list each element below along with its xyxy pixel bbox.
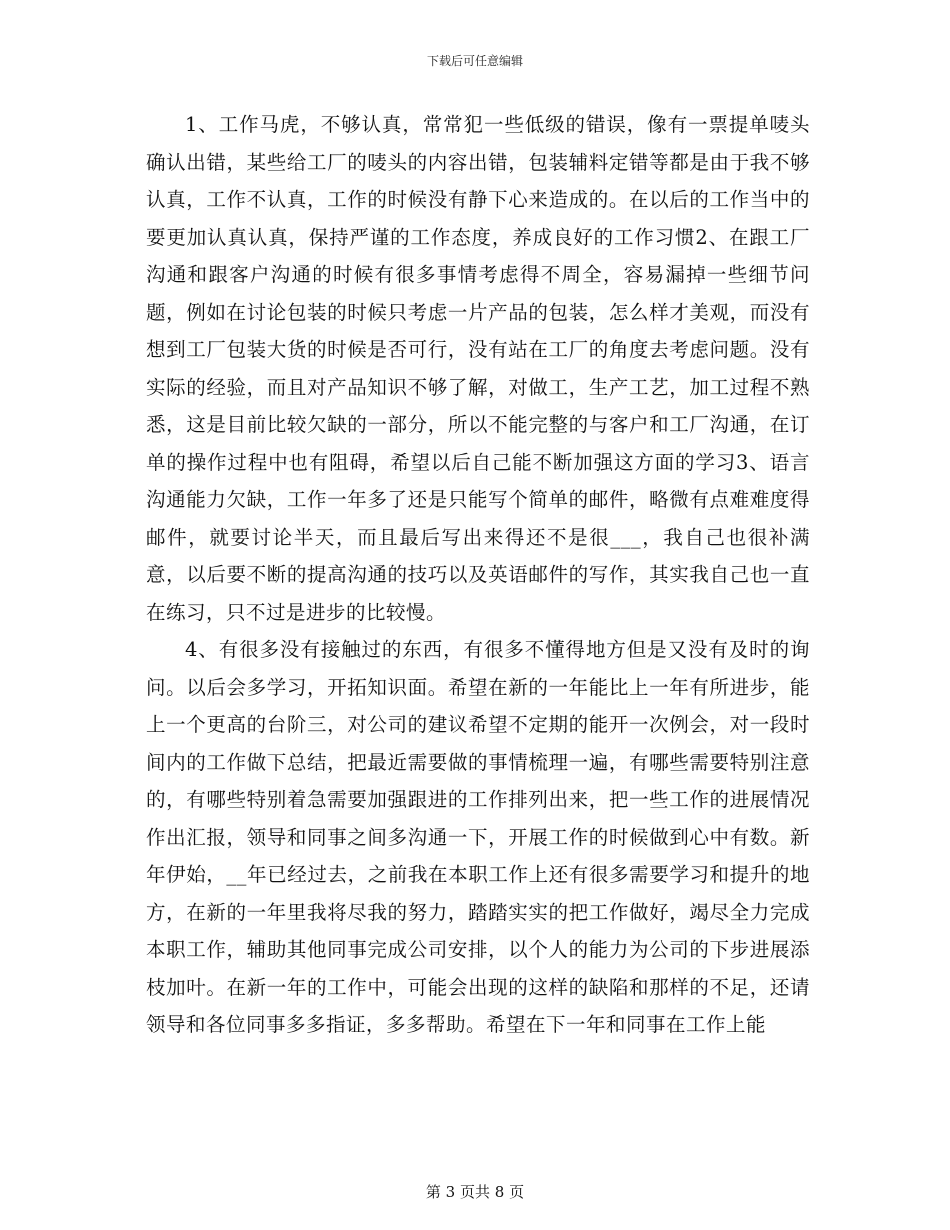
paragraph: 1、工作马虎，不够认真，常常犯一些低级的错误，像有一票提单唛头确认出错，某些给工厂的唛头的内容出错，包装辅料定错等都是由于我不够认真，工作不认真，工作的时候没有静下心来造成的。在以后的工作当中的要更加认真认真，保持严谨的工作态度，养成良好的工作习惯2、在跟工厂沟通和跟客户沟通的时候有很多事情考虑得不周全，容易漏掉一些细节问题，例如在讨论包装的时候只考虑一片产品的包装，怎么样才美观，而没有想到工厂包装大货的时候是否可行，没有站在工厂的角度去考虑问题。没有实际的经验，而且对产品知识不够了解，对做工，生产工艺，加工过程不熟悉，这是目前比较欠缺的一部分，所以不能完整的与客户和工厂沟通，在订单的操作过程中也有阻碍，希望以后自己能不断加强这方面的学习3、语言沟通能力欠缺，工作一年多了还是只能写个简单的邮件，略微有点难难度得邮件，就要讨论半天，而且最后写出来得还不是很___，我自己也很补满意，以后要不断的提高沟通的技巧以及英语邮件的写作，其实我自己也一直在练习，只不过是进步的比较慢。 <box>146 113 810 624</box>
page-header: 下载后可任意编辑 <box>426 54 523 68</box>
paragraph: 4、有很多没有接触过的东西，有很多不懂得地方但是又没有及时的询问。以后会多学习，开拓知识面。希望在新的一年能比上一年有所进步，能上一个更高的台阶三，对公司的建议希望不定期的能开一次例会，对一段时间内的工作做下总结，把最近需要做的事情梳理一遍，有哪些需要特别注意的，有哪些特别着急需要加强跟进的工作排列出来，把一些工作的进展情况作出汇报，领导和同事之间多沟通一下，开展工作的时候做到心中有数。新年伊始，__年已经过去，之前我在本职工作上还有很多需要学习和提升的地方，在新的一年里我将尽我的努力，踏踏实实的把工作做好，竭尽全力完成本职工作，辅助其他同事完成公司安排，以个人的能力为公司的下步进展添枝加叶。在新一年的工作中，可能会出现的这样的缺陷和那样的不足，还请领导和各位同事多多指证，多多帮助。希望在下一年和同事在工作上能 <box>146 638 810 1036</box>
document-body <box>146 106 810 1044</box>
page-number: 第 3 页共 8 页 <box>425 1183 525 1201</box>
